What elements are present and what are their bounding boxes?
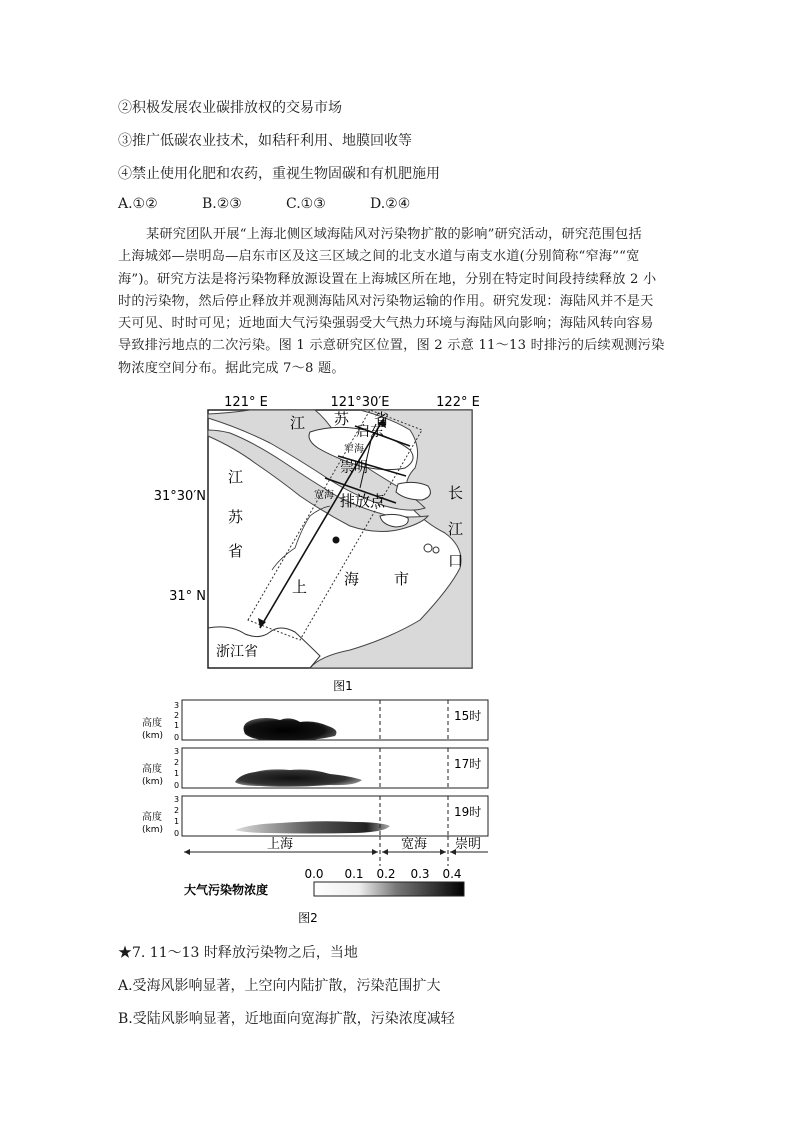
place-label: 启东 (356, 424, 384, 440)
figure1-map (153, 388, 500, 700)
y-tick: 3 (174, 747, 180, 756)
place-label: 浙江省 (216, 644, 258, 660)
lon-label: 122° E (436, 395, 480, 410)
place-label: 苏 (228, 508, 244, 526)
emission-point (333, 537, 340, 544)
place-label: 市 (394, 570, 410, 588)
passage-line: 天可见、时时可见；近地面大气污染强弱受大气热力环境与海陆风向影响；海陆风转向容易 (118, 316, 654, 332)
option-line-2: ②积极发展农业碳排放权的交易市场 (118, 100, 342, 116)
place-label: 江 (228, 468, 244, 486)
panel-time: 17时 (454, 757, 482, 771)
place-label: 宽海 (314, 490, 334, 501)
legend-tick: 0.1 (344, 867, 364, 881)
y-tick: 3 (174, 701, 180, 710)
place-label: 窄海 (344, 444, 364, 455)
arrow-head (382, 849, 388, 855)
arrow-head (184, 849, 190, 855)
place-label: 长 (448, 484, 464, 502)
place-label: 海 (344, 570, 360, 588)
place-label: 省 (228, 542, 244, 560)
place-label: 苏 (334, 410, 350, 428)
passage (118, 224, 678, 380)
lat-label: 31°30′N (153, 489, 206, 504)
panel-17 (142, 747, 488, 790)
arrow-head (440, 849, 446, 855)
legend-title: 大气污染物浓度 (184, 883, 269, 897)
passage-line: 时的污染物，然后停止释放并观测海陆风对污染物运输的作用。研究发现：海陆风并不是天 (118, 293, 654, 309)
y-tick: 2 (174, 806, 180, 815)
region-label: 上海 (266, 837, 294, 852)
figure1-caption: 图1 (333, 679, 353, 693)
region-label: 宽海 (400, 837, 428, 852)
y-tick: 1 (174, 817, 180, 826)
place-label: 排放点 (340, 492, 386, 510)
panel-15 (142, 700, 488, 742)
passage-line: 导致排污地点的二次污染。图 1 示意研究区位置，图 2 示意 11～13 时排污的后续观测污染 (118, 338, 665, 354)
legend-bar (314, 882, 464, 896)
place-label: 上 (292, 578, 308, 596)
panel-time: 15时 (454, 709, 482, 723)
y-axis-unit: (km) (142, 731, 164, 741)
option-line-4: ④禁止使用化肥和农药，重视生物固碳和有机肥施用 (118, 166, 440, 182)
arrow-head (372, 849, 378, 855)
panel-time: 19时 (454, 805, 482, 819)
figure2-profiles (140, 696, 500, 930)
lon-label: 121° E (224, 395, 268, 410)
place-label: 省 (374, 410, 390, 428)
choice-b: B.②③ (202, 196, 242, 212)
passage-line: 物浓度空间分布。据此完成 7～8 题。 (118, 360, 345, 376)
place-label: 口 (448, 552, 464, 570)
y-tick: 0 (174, 733, 180, 742)
legend-tick: 0.3 (410, 867, 430, 881)
y-tick: 3 (174, 795, 180, 804)
choice-a: A.①② (118, 196, 158, 212)
y-tick: 2 (174, 711, 180, 720)
region-label: 崇明 (454, 837, 482, 852)
choice-c: C.①③ (286, 196, 326, 212)
small-island (433, 547, 439, 553)
panel-19 (142, 795, 488, 838)
y-axis-unit: (km) (142, 825, 164, 835)
passage-line: 海”)。研究方法是将污染物释放源设置在上海城区所在地，分别在特定时间段持续释放 2 小 (118, 271, 657, 287)
y-axis-unit: (km) (142, 777, 164, 787)
choice-d: D.②④ (370, 196, 411, 212)
question-option-b: B.受陆风影响显著，近地面向宽海扩散，污染浓度减轻 (118, 1011, 455, 1027)
lon-label: 121°30′E (330, 395, 390, 410)
figure2-caption: 图2 (298, 911, 318, 925)
place-label: 崇明 (340, 460, 368, 476)
place-label: 江 (448, 520, 464, 538)
question-option-a: A.受海风影响显著，上空向内陆扩散，污染范围扩大 (118, 978, 441, 994)
y-tick: 1 (174, 769, 180, 778)
y-tick: 0 (174, 781, 180, 790)
legend-tick: 0.2 (376, 867, 396, 881)
question-stem: ★7. 11～13 时释放污染物之后，当地 (118, 945, 358, 961)
small-island (424, 544, 432, 552)
y-tick: 2 (174, 758, 180, 767)
passage-line: 上海城郊—崇明岛—启东市区及这三区域之间的北支水道与南支水道(分别简称“窄海”“宽 (118, 249, 640, 265)
place-label: 江 (290, 414, 306, 432)
legend-tick: 0.4 (442, 867, 462, 881)
legend-tick: 0.0 (304, 867, 324, 881)
y-axis-label: 高度 (142, 764, 162, 775)
y-tick: 0 (174, 829, 180, 838)
option-line-3: ③推广低碳农业技术，如秸秆利用、地膜回收等 (118, 133, 412, 149)
y-axis-label: 高度 (142, 718, 162, 729)
y-axis-label: 高度 (142, 812, 162, 823)
y-tick: 1 (174, 721, 180, 730)
lat-label: 31° N (169, 589, 206, 604)
passage-line: 某研究团队开展“上海北侧区域海陆风对污染物扩散的影响”研究活动，研究范围包括 (146, 227, 642, 242)
